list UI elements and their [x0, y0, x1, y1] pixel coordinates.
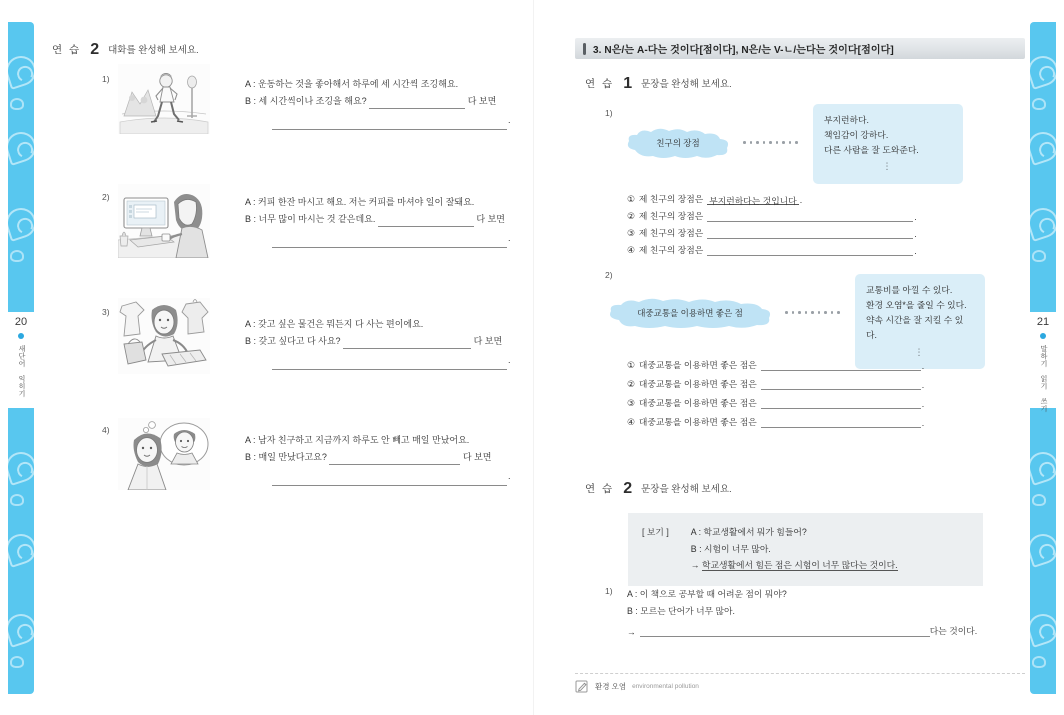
sample-box — [628, 513, 983, 586]
page-dot-right — [1040, 333, 1046, 339]
right-task-1-number: 1) — [605, 108, 613, 118]
right-task-2-answer-3-blank[interactable] — [761, 398, 921, 409]
left-item-2-line-b — [245, 211, 505, 228]
left-item-1-blank-inline[interactable] — [369, 98, 465, 109]
left-item-3-line-b — [245, 333, 502, 350]
left-exercise-label: 연 습 — [52, 44, 82, 57]
right-task-2-infobox — [855, 274, 985, 369]
right-task-2-cloud — [605, 296, 775, 330]
left-item-3-illustration — [118, 298, 210, 374]
right-exercise-1-instruction: 문장을 완성해 보세요. — [641, 79, 732, 91]
left-item-3-line-b-prefix: B : 갖고 싶다고 다 사요? — [245, 335, 341, 346]
right-task-2-answer-4 — [627, 415, 924, 428]
page-number-right — [1030, 312, 1056, 413]
page-number-left-value: 20 — [14, 316, 28, 328]
left-item-2-answer-row — [272, 236, 507, 248]
left-item-1-line-b-suffix: 다 보면 — [467, 95, 497, 106]
right-question-1-arrow-icon: → — [627, 627, 636, 637]
left-item-4-line-b-prefix: B : 매일 만났다고요? — [245, 451, 327, 462]
right-task-1-answer-2-lead: 제 친구의 장점은 — [638, 211, 704, 221]
left-exercise-number: 2 — [90, 41, 100, 58]
right-task-1-answer-3-marker: ③ — [627, 228, 635, 238]
right-exercise-2-label: 연 습 — [585, 483, 615, 496]
grammar-heading-text: 3. N은/는 A-다는 것이다[점이다], N은/는 V-ㄴ/는다는 것이다[점이다] — [593, 45, 894, 56]
left-item-3-blank-inline[interactable] — [343, 338, 471, 349]
right-task-2-answer-4-marker: ④ — [627, 417, 635, 427]
right-task-2-number: 2) — [605, 270, 613, 280]
right-task-1-answer-4-blank[interactable] — [707, 245, 913, 256]
sample-line-answer-row — [691, 557, 898, 574]
right-question-1-line-b: B : 모르는 단어가 너무 많아. — [627, 606, 735, 617]
right-task-2-info-line-2: 환경 오염*을 줄일 수 있다. — [866, 300, 967, 311]
right-task-1-answer-1-filled[interactable]: 부지런하다는 것입니다 — [709, 196, 797, 206]
sample-line-a: A : 학교생활에서 뭐가 힘들어? — [690, 527, 807, 537]
left-item-4-line-a: A : 남자 친구하고 지금까지 하루도 안 빼고 매일 만났어요. — [245, 435, 470, 445]
left-item-2-line-b-prefix: B : 너무 많이 마시는 것 같은데요. — [245, 213, 376, 224]
left-item-2-illustration — [118, 184, 210, 258]
left-item-2-period: . — [508, 233, 511, 243]
right-task-1-answer-3-lead: 제 친구의 장점은 — [638, 228, 704, 238]
left-item-2-number: 2) — [102, 192, 110, 202]
right-task-1-info-line-2: 책임감이 강하다. — [824, 130, 889, 141]
left-item-3-line-a: A : 갖고 싶은 물건은 뭐든지 다 사는 편이에요. — [245, 319, 424, 329]
right-task-1-cloud — [623, 126, 733, 160]
left-item-4-line-b-suffix: 다 보면 — [462, 451, 492, 462]
left-item-1-line-b-prefix: B : 세 시간씩이나 조깅을 해요? — [245, 95, 367, 106]
left-item-2-blank-full[interactable] — [272, 236, 507, 248]
left-exercise-heading — [52, 42, 199, 57]
sample-box-lines — [691, 524, 898, 574]
right-exercise-1-heading — [585, 76, 732, 91]
right-task-2-answer-4-blank[interactable] — [761, 417, 921, 428]
right-task-1-answer-4-marker: ④ — [627, 245, 635, 255]
sample-box-tag: [ 보기 ] — [642, 527, 669, 537]
left-item-1-answer-row — [272, 118, 507, 130]
right-exercise-2-instruction: 문장을 완성해 보세요. — [641, 484, 732, 496]
right-task-2-answer-2-marker: ② — [627, 379, 635, 389]
left-item-3-answer-row — [272, 358, 507, 370]
right-page — [575, 0, 1025, 715]
right-task-2-answer-1-blank[interactable] — [761, 360, 921, 371]
right-task-1-answer-3-end: . — [914, 229, 917, 239]
right-task-1-answer-2-marker: ② — [627, 211, 635, 221]
left-item-3-period: . — [508, 355, 511, 365]
left-item-1-number: 1) — [102, 74, 110, 84]
right-task-1-answer-2-blank[interactable] — [707, 211, 913, 222]
right-task-2-answer-1 — [627, 358, 924, 371]
right-task-2-answer-2-blank[interactable] — [761, 379, 921, 390]
right-task-1-answer-1-marker: ① — [627, 194, 635, 204]
sample-line-answer: 학교생활에서 힘든 점은 시험이 너무 많다는 것이다. — [702, 560, 898, 571]
left-item-4-blank-full[interactable] — [272, 474, 507, 486]
right-task-2-answer-3-end: . — [921, 399, 925, 409]
right-exercise-1-label: 연 습 — [585, 78, 615, 91]
left-item-2-blank-inline[interactable] — [378, 216, 474, 227]
right-task-2-answer-3-lead: 대중교통을 이용하면 좋은 점은 — [638, 398, 757, 408]
footnote-english: environmental pollution — [632, 683, 699, 690]
left-item-1-illustration — [118, 64, 210, 134]
pencil-note-icon — [575, 680, 589, 693]
right-task-2-answer-2-lead: 대중교통을 이용하면 좋은 점은 — [638, 379, 757, 389]
right-task-2-dot-connector — [785, 311, 840, 314]
left-item-4-blank-inline[interactable] — [329, 454, 460, 465]
right-task-2-answer-1-lead: 대중교통을 이용하면 좋은 점은 — [638, 360, 757, 370]
right-task-1-answer-2 — [627, 209, 917, 222]
right-task-1-answer-2-end: . — [914, 212, 917, 222]
right-exercise-2-number: 2 — [623, 480, 633, 497]
right-task-1-answer-3 — [627, 226, 917, 239]
footnote — [575, 673, 1025, 693]
right-task-1-answer-4-end: . — [914, 246, 917, 256]
right-task-2-answer-2 — [627, 377, 924, 390]
left-item-3-dialogue — [245, 316, 502, 349]
sample-line-b: B : 시험이 너무 많아. — [690, 543, 771, 554]
left-item-4-line-b — [245, 449, 492, 466]
right-question-1-number: 1) — [605, 586, 613, 596]
right-question-1-answer-row — [627, 624, 977, 637]
right-task-1-answer-4 — [627, 243, 917, 256]
right-task-1-dot-connector — [743, 141, 798, 144]
right-task-2-answer-1-marker: ① — [627, 360, 635, 370]
right-task-2-answer-2-end: . — [921, 380, 925, 390]
left-item-1-blank-full[interactable] — [272, 118, 507, 130]
right-task-2-info-ellipsis: ⋮ — [914, 346, 926, 357]
right-task-1-info-line-1: 부지런하다. — [824, 115, 869, 125]
right-question-1-blank[interactable] — [640, 626, 930, 637]
right-task-2-info-line-3: 약속 시간을 잘 지킬 수 있다. — [866, 315, 964, 341]
left-item-1-dialogue — [245, 76, 496, 109]
page-vertical-label-right: 말하기 읽기 쓰기 — [1040, 345, 1048, 413]
left-page — [40, 0, 570, 715]
right-task-1-answer-1 — [627, 192, 802, 205]
left-item-3-number: 3) — [102, 307, 110, 317]
left-item-1-line-b — [245, 93, 496, 110]
right-task-2-cloud-text: 대중교통을 이용하면 좋은 점 — [637, 308, 743, 318]
right-question-1-suffix: 다는 것이다. — [929, 626, 978, 636]
right-task-1-info-line-3: 다른 사람을 잘 도와준다. — [824, 145, 919, 156]
left-item-4-period: . — [508, 471, 511, 481]
right-task-1-answer-1-end: . — [799, 195, 803, 205]
right-task-1-answer-3-blank[interactable] — [707, 228, 913, 239]
left-item-2-line-a: A : 커피 한잔 마시고 해요. 저는 커피를 마셔야 일이 잘돼요. — [245, 197, 475, 207]
right-task-2-answer-3-marker: ③ — [627, 398, 635, 408]
left-item-2-line-b-suffix: 다 보면 — [476, 213, 505, 224]
right-task-2-answer-4-end: . — [921, 418, 925, 428]
left-item-4-illustration — [118, 418, 210, 490]
left-item-3-line-b-suffix: 다 보면 — [473, 335, 503, 346]
left-item-1-period: . — [508, 115, 511, 125]
left-exercise-instruction: 대화를 완성해 보세요. — [108, 45, 199, 57]
grammar-heading-bar — [575, 38, 1025, 59]
footnote-korean: 환경 오염 — [595, 682, 627, 691]
right-task-2-answer-1-end: . — [921, 361, 925, 371]
right-question-1-line-a: A : 이 책으로 공부할 때 어려운 점이 뭐야? — [627, 589, 787, 599]
right-exercise-1-number: 1 — [623, 75, 633, 92]
left-item-3-blank-full[interactable] — [272, 358, 507, 370]
right-task-1-answer-4-lead: 제 친구의 장점은 — [638, 245, 704, 255]
right-task-1-cloud-text: 친구의 장점 — [656, 138, 700, 148]
left-item-4-number: 4) — [102, 425, 110, 435]
page-dot-left — [18, 333, 24, 339]
right-task-1-infobox — [813, 104, 963, 184]
right-question-1-dialogue — [627, 586, 787, 620]
left-item-4-answer-row — [272, 474, 507, 486]
page-number-right-value: 21 — [1036, 316, 1050, 328]
left-item-1-line-a: A : 운동하는 것을 좋아해서 하루에 세 시간씩 조깅해요. — [245, 79, 459, 89]
right-task-1-info-ellipsis: ⋮ — [882, 161, 894, 172]
left-item-2-dialogue — [245, 194, 505, 227]
sample-arrow-icon: → — [690, 560, 700, 571]
heading-tick-icon — [583, 43, 586, 55]
left-item-4-dialogue — [245, 432, 492, 465]
right-task-1-answer-1-lead: 제 친구의 장점은 — [638, 194, 704, 204]
right-task-2-answer-4-lead: 대중교통을 이용하면 좋은 점은 — [638, 417, 757, 427]
page-vertical-label-left: 새단어 익히기 — [18, 345, 26, 398]
right-task-2-answer-3 — [627, 396, 924, 409]
right-exercise-2-heading — [585, 481, 732, 496]
right-task-2-info-line-1: 교통비를 아낄 수 있다. — [866, 285, 953, 295]
page-number-left — [8, 312, 34, 408]
